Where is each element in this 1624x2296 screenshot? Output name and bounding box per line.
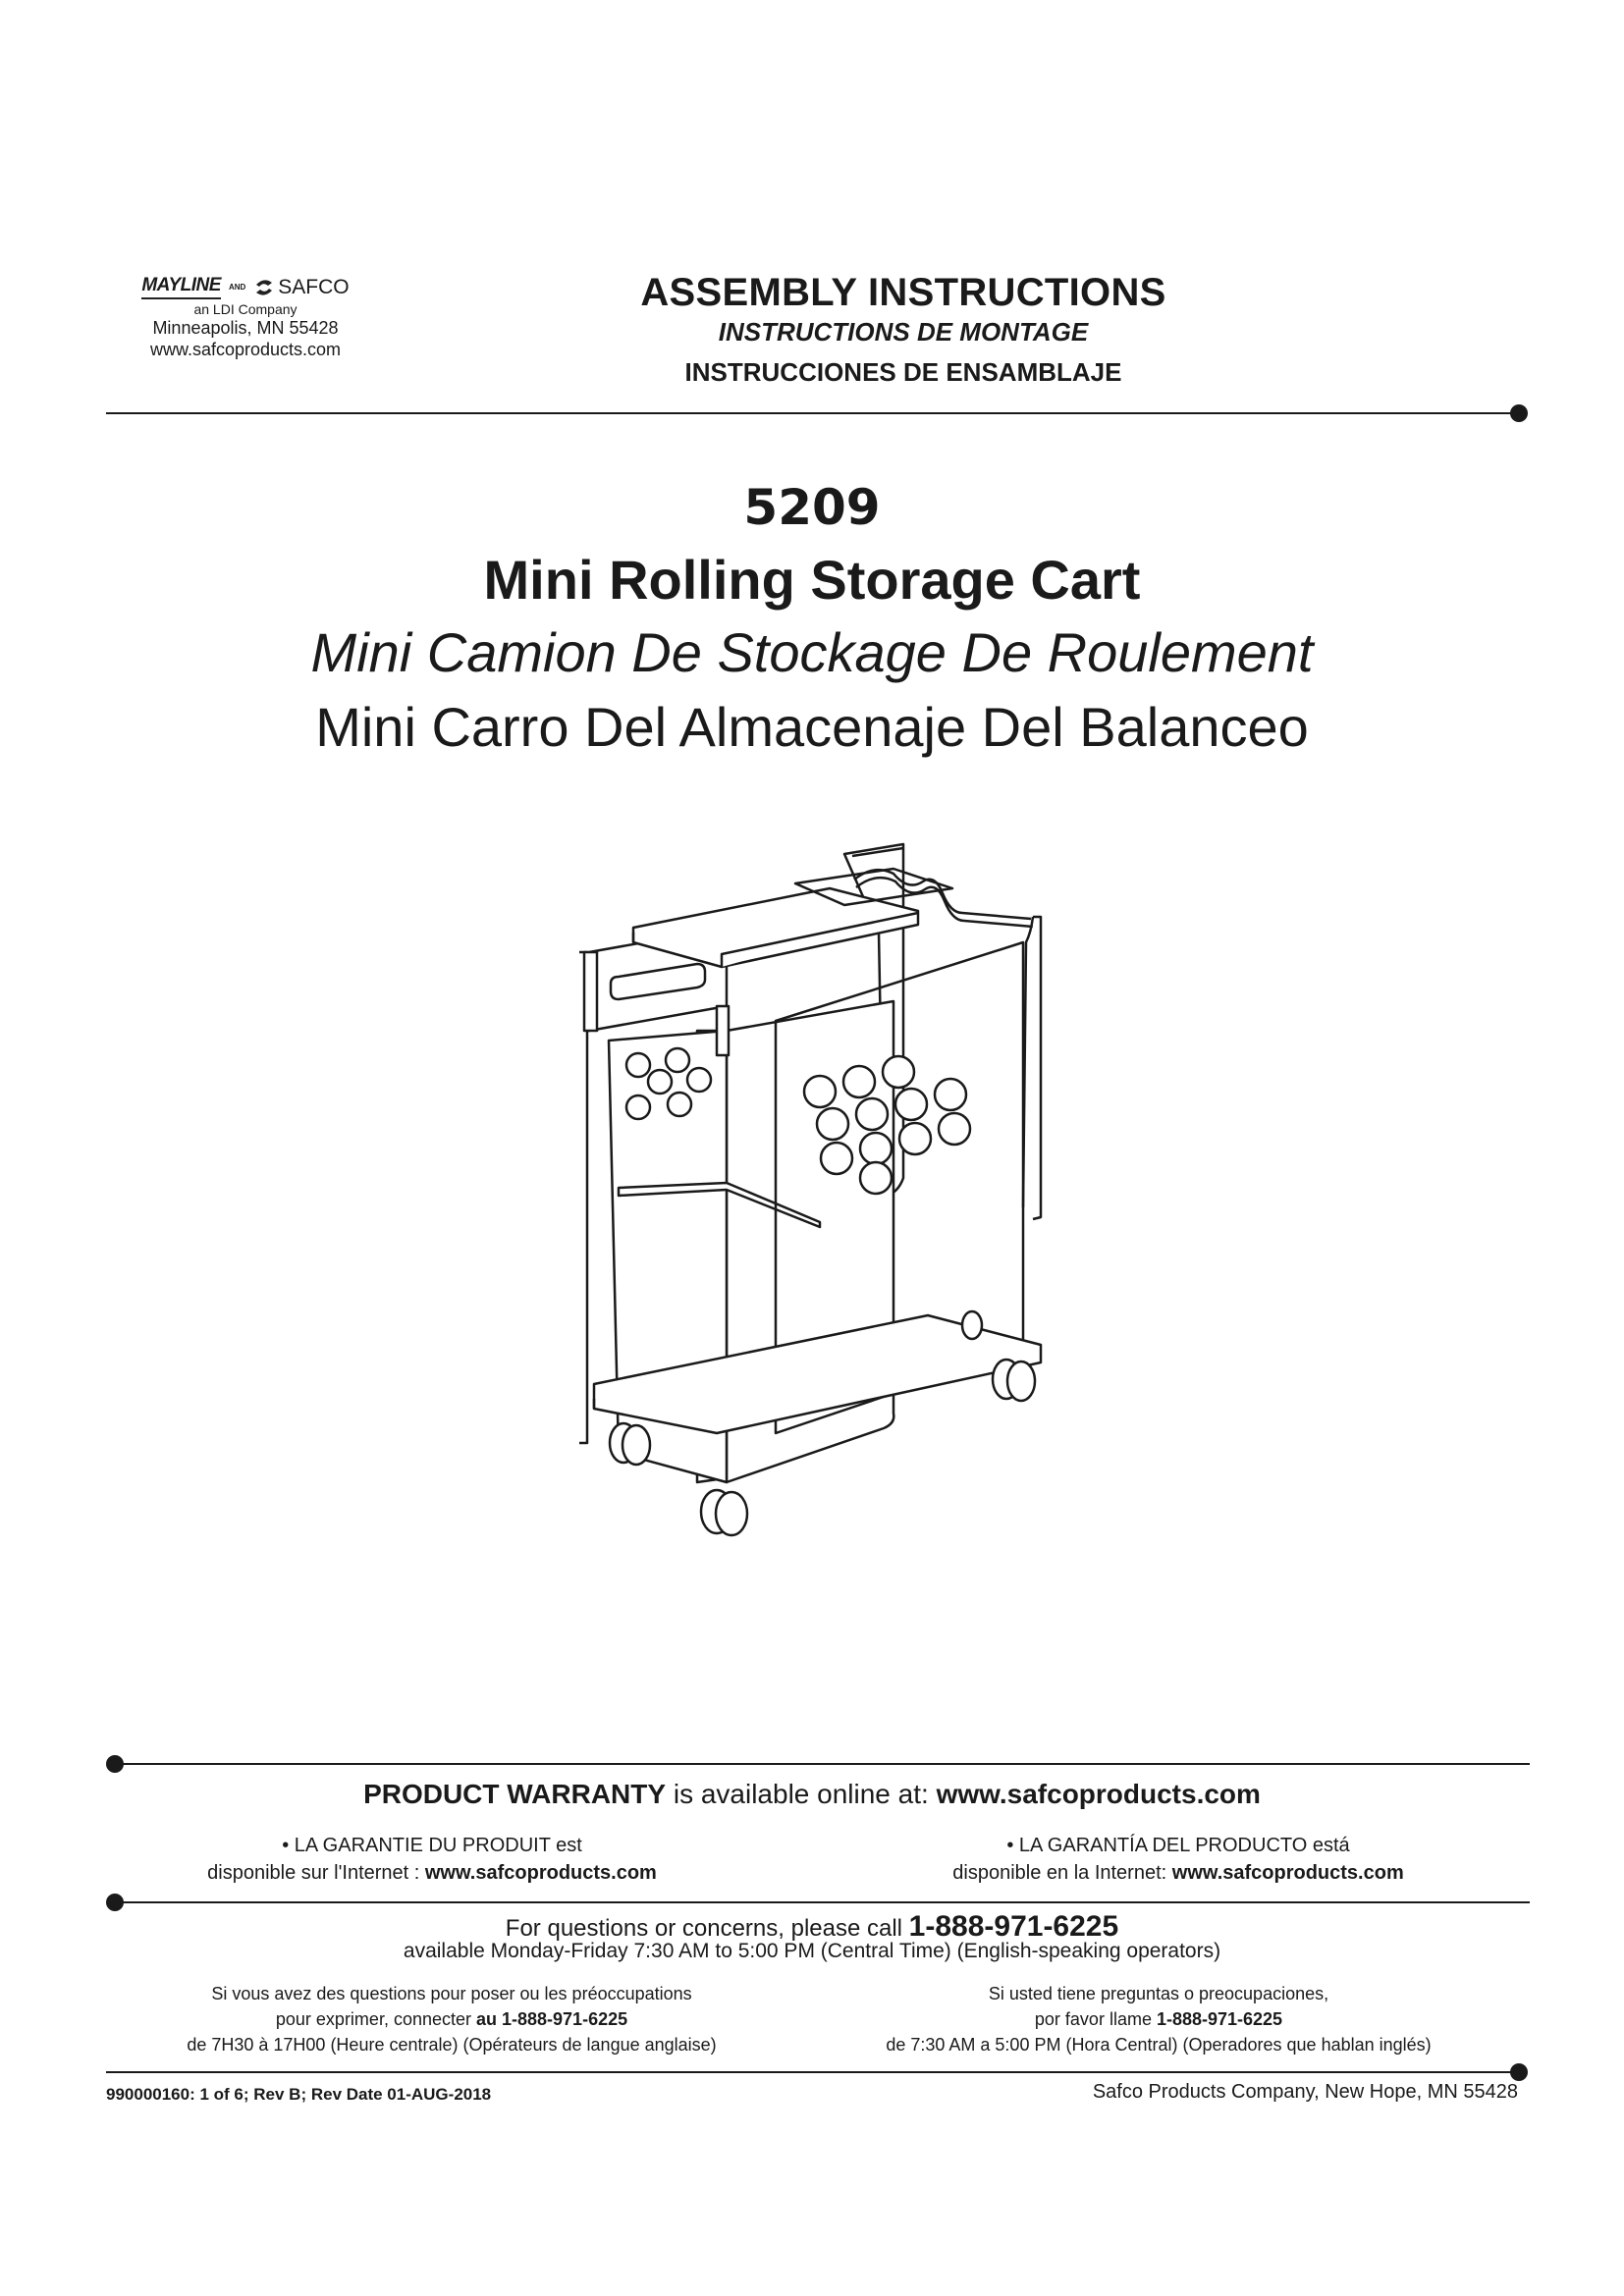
ldi-tagline: an LDI Company <box>193 301 298 317</box>
product-name-spanish: Mini Carro Del Almacenaje Del Balanceo <box>315 696 1309 758</box>
title-english: ASSEMBLY INSTRUCTIONS <box>640 271 1166 314</box>
contact-intro-text: For questions or concerns, please call <box>505 1915 909 1942</box>
warranty-spanish <box>884 1832 1473 1887</box>
safco-logo-text: SAFCO <box>278 275 350 298</box>
contact-fr-line1: Si vous avez des questions pour poser ou les préoccupations <box>211 1984 692 2003</box>
rolling-cart-illustration <box>579 834 1060 1541</box>
brand-logo <box>98 275 393 299</box>
company-website[interactable]: www.safcoproducts.com <box>149 340 342 359</box>
contact-fr-phone[interactable]: au 1-888-971-6225 <box>476 2009 628 2029</box>
contact-es-phone[interactable]: 1-888-971-6225 <box>1156 2009 1283 2029</box>
footer-divider <box>106 2071 1520 2073</box>
mayline-logo-text: MAYLINE <box>141 275 221 299</box>
title-spanish: INSTRUCCIONES DE ENSAMBLAJE <box>684 357 1122 387</box>
contact-divider-dot <box>106 1894 124 1911</box>
safco-logo <box>253 276 349 299</box>
contact-phone[interactable]: 1-888-971-6225 <box>908 1910 1119 1943</box>
logo-and-text: AND <box>228 283 246 292</box>
warranty-divider-dot <box>106 1755 124 1773</box>
contact-intro <box>0 1910 1624 1943</box>
safco-swirl-icon <box>253 277 275 298</box>
document-titles <box>550 271 1257 388</box>
contact-spanish <box>825 1981 1492 2057</box>
warranty-es-line2: disponible en la Internet: <box>952 1862 1172 1884</box>
header-divider <box>106 412 1520 414</box>
footer-divider-dot <box>1510 2063 1528 2081</box>
warranty-statement <box>0 1779 1624 1810</box>
company-address: Minneapolis, MN 55428 <box>152 318 339 338</box>
title-french: INSTRUCTIONS DE MONTAGE <box>718 317 1089 347</box>
warranty-fr-line1: • LA GARANTIE DU PRODUIT est <box>282 1835 582 1856</box>
contact-es-line3: de 7:30 AM a 5:00 PM (Hora Central) (Operadores que hablan inglés) <box>886 2035 1432 2055</box>
contact-fr-line3: de 7H30 à 17H00 (Heure centrale) (Opérateurs de langue anglaise) <box>187 2035 717 2055</box>
contact-hours: available Monday-Friday 7:30 AM to 5:00 PM (Central Time) (English-speaking operators) <box>403 1940 1221 1962</box>
warranty-divider-top <box>116 1763 1530 1765</box>
product-name-english: Mini Rolling Storage Cart <box>483 549 1141 611</box>
warranty-url[interactable]: www.safcoproducts.com <box>936 1779 1261 1809</box>
contact-es-line2: por favor llame <box>1034 2009 1157 2029</box>
company-logo-block <box>98 275 393 360</box>
product-name-french: Mini Camion De Stockage De Roulement <box>310 621 1314 683</box>
warranty-fr-line2: disponible sur l'Internet : <box>207 1862 425 1884</box>
warranty-french <box>137 1832 727 1887</box>
model-number: 5209 <box>743 479 881 536</box>
warranty-label: PRODUCT WARRANTY <box>363 1779 667 1809</box>
document-number: 990000160: 1 of 6; Rev B; Rev Date 01-AUG-2018 <box>106 2085 492 2104</box>
company-footer: Safco Products Company, New Hope, MN 55428 <box>1092 2081 1518 2103</box>
contact-french <box>118 1981 785 2057</box>
warranty-fr-url[interactable]: www.safcoproducts.com <box>424 1862 657 1884</box>
warranty-es-line1: • LA GARANTÍA DEL PRODUCTO está <box>1006 1835 1350 1856</box>
contact-divider-top <box>116 1901 1530 1903</box>
header-divider-dot <box>1510 404 1528 422</box>
contact-es-line1: Si usted tiene preguntas o preocupaciones, <box>988 1984 1329 2003</box>
contact-fr-line2: pour exprimer, connecter <box>275 2009 476 2029</box>
warranty-es-url[interactable]: www.safcoproducts.com <box>1171 1862 1404 1884</box>
warranty-text: is available online at: <box>666 1779 937 1809</box>
